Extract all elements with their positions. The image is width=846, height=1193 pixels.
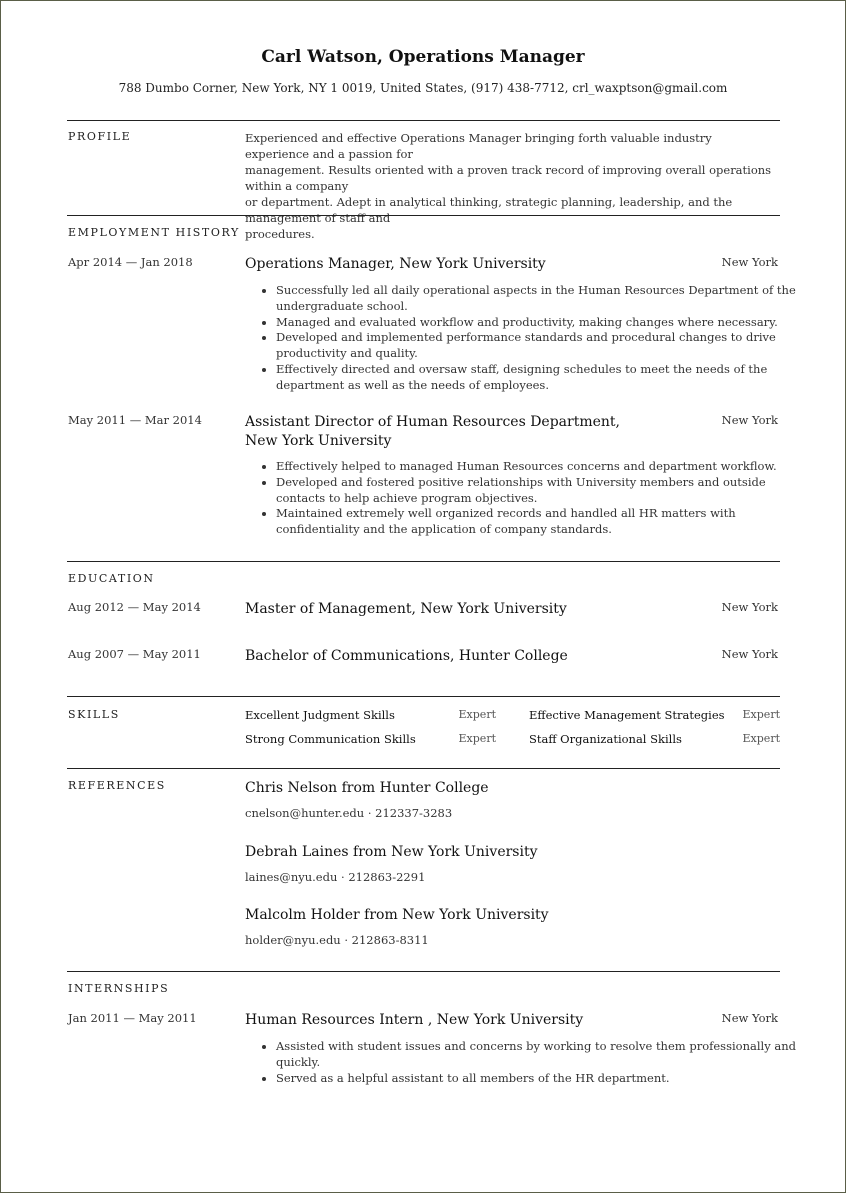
- education-heading: EDUCATION: [68, 572, 155, 585]
- education-degree: Bachelor of Communications, Hunter College: [245, 648, 568, 664]
- internship-bullet: • Served as a helpful assistant to all members of the HR department.: [276, 1071, 798, 1087]
- profile-summary: [245, 130, 775, 242]
- internship-bullets: [259, 1039, 798, 1086]
- reference-name: Debrah Laines from New York University: [245, 844, 538, 860]
- section-divider: [67, 696, 780, 697]
- job-bullets: [259, 459, 798, 538]
- skill-level: Expert: [458, 732, 496, 745]
- skill-name: Excellent Judgment Skills: [245, 708, 395, 722]
- education-dates: Aug 2012 — May 2014: [68, 600, 201, 614]
- job-bullet: • Effectively directed and oversaw staff, designing schedules to meet the needs of the department as well as the needs of employees.: [276, 362, 798, 394]
- skill-name: Effective Management Strategies: [529, 708, 725, 722]
- reference-contact: cnelson@hunter.edu · 212337-3283: [245, 806, 453, 820]
- section-divider: [67, 768, 780, 769]
- skills-heading: SKILLS: [68, 708, 120, 721]
- education-location: New York: [721, 647, 778, 661]
- contact-line: 788 Dumbo Corner, New York, NY 1 0019, United States, (917) 438-7712, crl_waxptson@gmail.com: [118, 81, 728, 95]
- references-heading: REFERENCES: [68, 779, 166, 792]
- reference-contact: holder@nyu.edu · 212863-8311: [245, 933, 429, 947]
- job-location: New York: [721, 255, 778, 269]
- profile-line: management. Results oriented with a proven track record of improving overall operations within a company: [245, 163, 772, 193]
- job-title: Assistant Director of Human Resources Department, New York University: [245, 414, 620, 449]
- internship-location: New York: [721, 1011, 778, 1025]
- job-bullet: • Effectively helped to managed Human Resources concerns and department workflow.: [276, 459, 798, 475]
- profile-line: procedures.: [245, 227, 315, 241]
- section-divider: [67, 215, 780, 216]
- candidate-name: Carl Watson, Operations Manager: [261, 47, 585, 67]
- reference-name: Malcolm Holder from New York University: [245, 907, 549, 923]
- section-divider: [67, 561, 780, 562]
- job-bullet: • Successfully led all daily operational aspects in the Human Resources Department of the undergraduate school.: [276, 283, 798, 315]
- internships-heading: INTERNSHIPS: [68, 982, 170, 995]
- job-bullet: • Developed and fostered positive relationships with University members and outside contacts to help achieve program objectives.: [276, 475, 798, 507]
- internship-bullet: • Assisted with student issues and concerns by working to resolve them professionally and quickly.: [276, 1039, 798, 1071]
- reference-name: Chris Nelson from Hunter College: [245, 780, 489, 796]
- education-degree: Master of Management, New York University: [245, 601, 567, 617]
- reference-contact: laines@nyu.edu · 212863-2291: [245, 870, 426, 884]
- job-dates: Apr 2014 — Jan 2018: [68, 255, 193, 269]
- skill-name: Strong Communication Skills: [245, 732, 416, 746]
- skill-level: Expert: [458, 708, 496, 721]
- skill-level: Expert: [742, 708, 780, 721]
- internship-title: Human Resources Intern , New York University: [245, 1012, 584, 1028]
- job-bullets: [259, 283, 798, 394]
- employment-heading: EMPLOYMENT HISTORY: [68, 226, 240, 239]
- profile-line: Experienced and effective Operations Manager bringing forth valuable industry experience and a passion for: [245, 131, 712, 161]
- job-location: New York: [721, 413, 778, 427]
- skill-name: Staff Organizational Skills: [529, 732, 682, 746]
- section-divider: [67, 120, 780, 121]
- job-bullet: • Managed and evaluated workflow and productivity, making changes where necessary.: [276, 315, 798, 331]
- job-title: Operations Manager, New York University: [245, 256, 546, 272]
- profile-heading: PROFILE: [68, 130, 132, 143]
- section-divider: [67, 971, 780, 972]
- job-dates: May 2011 — Mar 2014: [68, 413, 202, 427]
- skill-level: Expert: [742, 732, 780, 745]
- job-bullet: • Maintained extremely well organized records and handled all HR matters with confidentiality and the application of company standards.: [276, 506, 798, 538]
- education-location: New York: [721, 600, 778, 614]
- profile-line: or department. Adept in analytical thinking, strategic planning, leadership, and the management of staff and: [245, 195, 733, 225]
- job-bullet: • Developed and implemented performance standards and procedural changes to drive productivity and quality.: [276, 330, 798, 362]
- internship-dates: Jan 2011 — May 2011: [68, 1011, 197, 1025]
- education-dates: Aug 2007 — May 2011: [68, 647, 201, 661]
